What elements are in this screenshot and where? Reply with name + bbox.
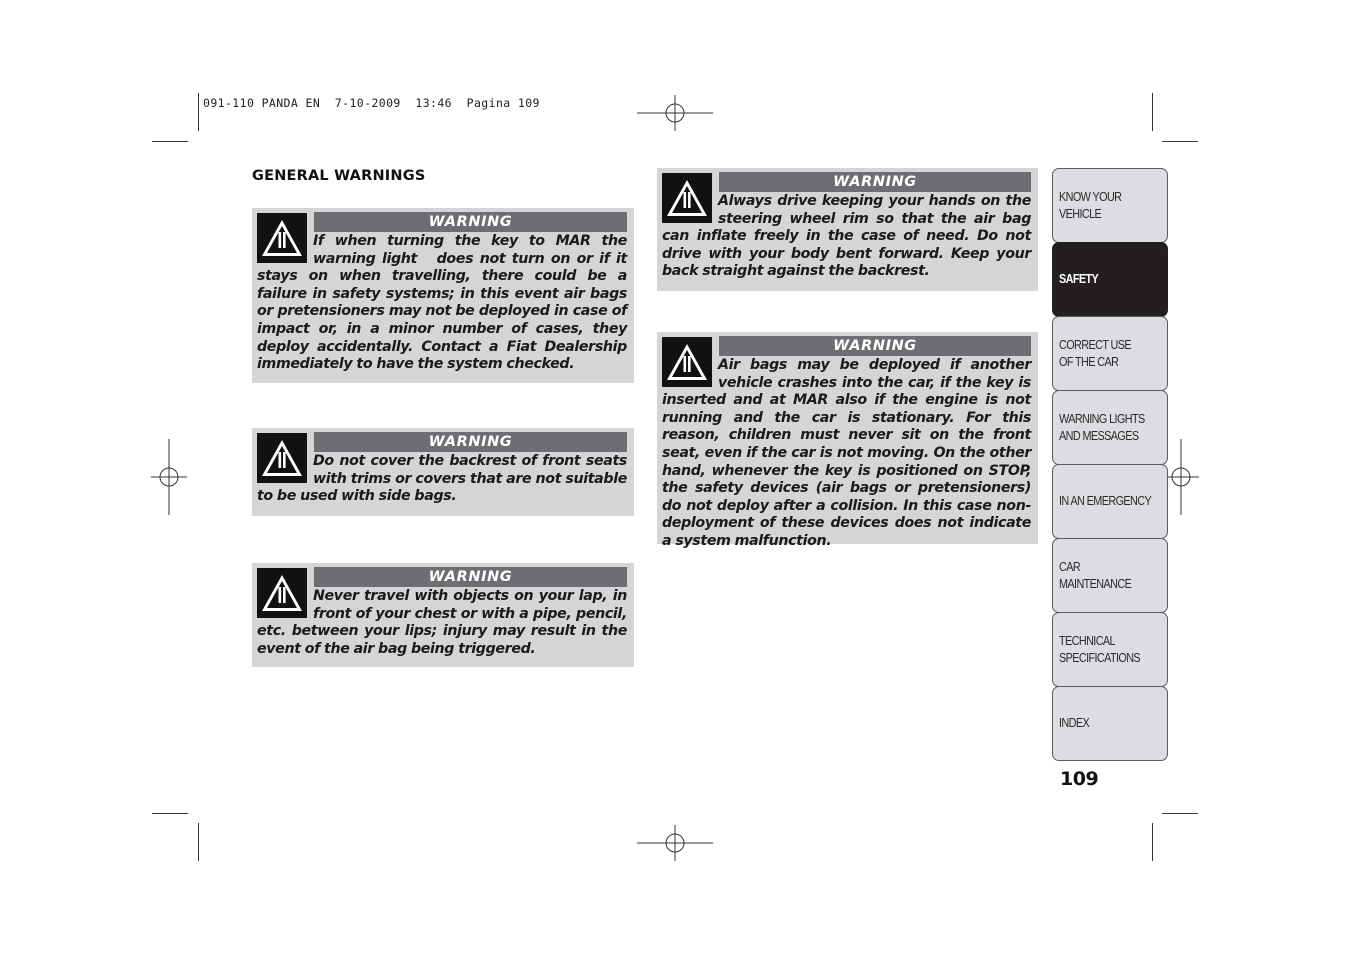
print-slug: 091-110 PANDA EN 7-10-2009 13:46 Pagina 109 <box>203 96 540 110</box>
warning-text: If when turning the key to MAR the warning light does not turn on or if it stays on when travelling, there could be a failure in safety systems; in this event air bags or pretensioners may not be deployed in case of impact or, in a minor number of cases, they deploy accidentally. Contact a Fiat Dealership immediately to have the system checked. <box>257 233 627 373</box>
nav-tab-know-your-vehicle[interactable] <box>1052 168 1168 243</box>
warning-text: Do not cover the backrest of front seats with trims or covers that are not suitable to be used with side bags. <box>257 453 627 505</box>
crop-mark <box>1152 823 1153 861</box>
warning-triangle-icon <box>662 173 712 223</box>
warning-box <box>657 332 1038 549</box>
registration-mark-icon <box>151 439 187 515</box>
nav-tab-label: CORRECT USE OF THE CAR <box>1059 337 1132 369</box>
nav-tab-maintenance[interactable] <box>1052 538 1168 613</box>
crop-mark <box>198 93 199 131</box>
warning-heading: WARNING <box>719 336 1031 356</box>
nav-tab-correct-use[interactable] <box>1052 316 1168 391</box>
nav-tab-label: SAFETY <box>1059 272 1099 286</box>
warning-text: Never travel with objects on your lap, in front of your chest or with a pipe, pencil, etc. between your lips; injury may result in the event of the air bag being triggered. <box>257 588 627 657</box>
crop-mark <box>1152 93 1153 131</box>
page-number: 109 <box>1060 768 1099 790</box>
warning-box <box>252 208 634 383</box>
warning-triangle-icon <box>662 337 712 387</box>
crop-mark <box>152 813 188 814</box>
warning-heading: WARNING <box>314 432 627 452</box>
nav-tab-warning-lights[interactable] <box>1052 390 1168 465</box>
warning-heading: WARNING <box>719 172 1031 192</box>
registration-mark-icon <box>637 95 713 131</box>
warning-box <box>252 428 634 516</box>
nav-tab-label: TECHNICAL SPECIFICATIONS <box>1059 633 1141 665</box>
section-title: GENERAL WARNINGS <box>252 168 426 184</box>
warning-triangle-icon <box>257 213 307 263</box>
crop-mark <box>1162 141 1198 142</box>
nav-tab-label: CAR MAINTENANCE <box>1059 559 1132 591</box>
registration-mark-icon <box>1163 439 1199 515</box>
warning-box <box>252 563 634 667</box>
nav-tab-label: WARNING LIGHTS AND MESSAGES <box>1059 411 1145 443</box>
registration-mark-icon <box>637 825 713 861</box>
warning-box <box>657 168 1038 291</box>
nav-tab-label: IN AN EMERGENCY <box>1059 494 1152 508</box>
crop-mark <box>198 823 199 861</box>
warning-text: Always drive keeping your hands on the steering wheel rim so that the air bag can inflate freely in the case of need. Do not drive with your body bent forward. Keep your back straight against the backrest. <box>662 193 1031 280</box>
warning-text: Air bags may be deployed if another vehicle crashes into the car, if the key is inserted and at MAR also if the engine is not running and the car is stationary. For this reason, children must never sit on the front seat, even if the car is not moving. On the other hand, whenever the key is positioned on STOP, the safety devices (air bags or pretensioners) do not deploy after a collision. In this case non-deployment of these devices does not indicate a system malfunction. <box>662 357 1031 549</box>
nav-tab-emergency[interactable] <box>1052 464 1168 539</box>
warning-heading: WARNING <box>314 567 627 587</box>
warning-triangle-icon <box>257 433 307 483</box>
crop-mark <box>1162 813 1198 814</box>
nav-tab-technical-specs[interactable] <box>1052 612 1168 687</box>
nav-tab-label: INDEX <box>1059 716 1090 730</box>
nav-tab-index[interactable] <box>1052 686 1168 761</box>
warning-triangle-icon <box>257 568 307 618</box>
crop-mark <box>152 141 188 142</box>
nav-tab-safety[interactable] <box>1052 242 1168 317</box>
nav-tab-label: KNOW YOUR VEHICLE <box>1059 189 1122 221</box>
warning-heading: WARNING <box>314 212 627 232</box>
